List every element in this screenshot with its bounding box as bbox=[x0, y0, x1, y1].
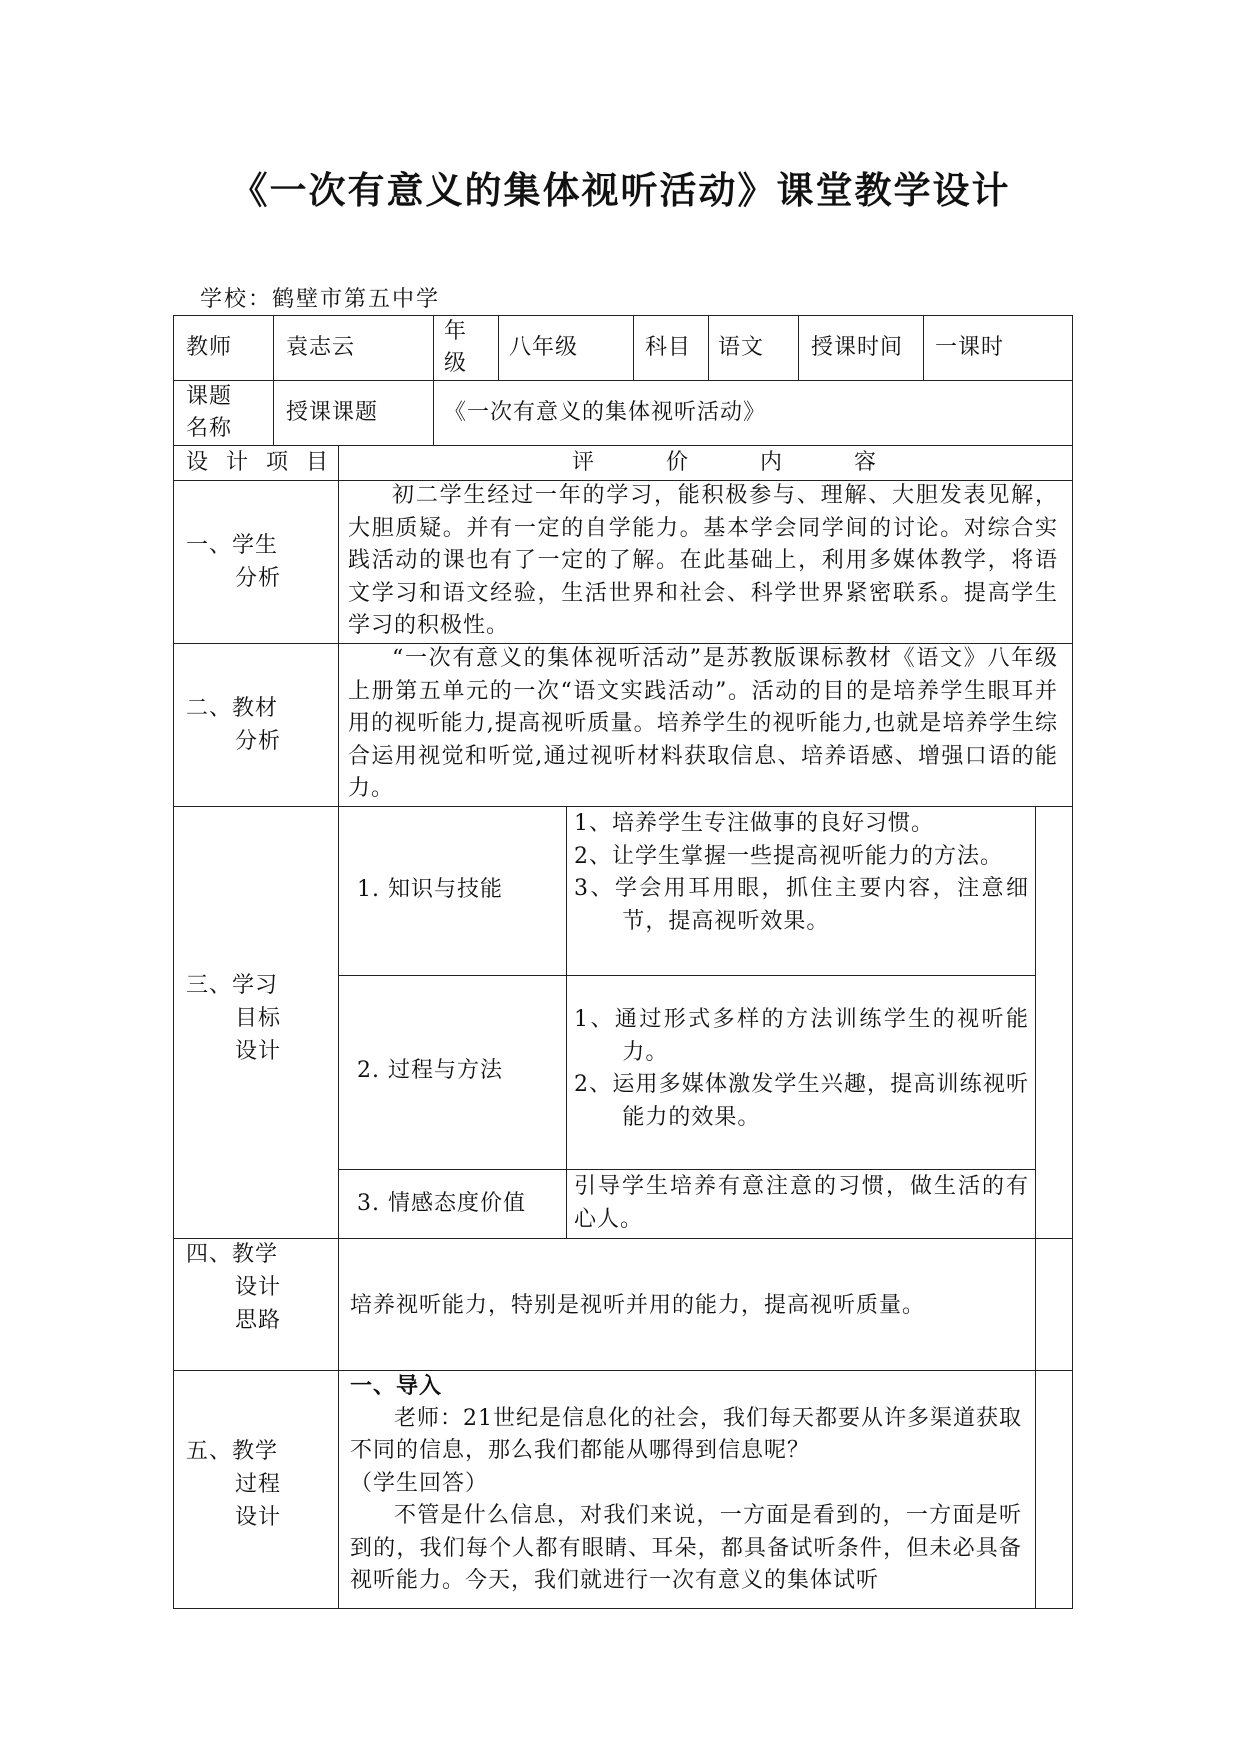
school-line: 学校：鹤壁市第五中学 bbox=[200, 287, 441, 312]
s5-content bbox=[350, 1370, 1022, 1608]
s4-label-1: 四、教学 bbox=[186, 1242, 279, 1267]
s4-text: 培养视听能力，特别是视听并用的能力，提高视听质量。 bbox=[350, 1293, 926, 1318]
topic-value: 《一次有意义的集体视听活动》 bbox=[444, 400, 767, 425]
grade-label-1: 年 bbox=[444, 319, 468, 344]
time-label: 授课时间 bbox=[811, 335, 904, 360]
s5-paragraph: 老师：21世纪是信息化的社会，我们每天都要从许多渠道获取不同的信息，那么我们都能从哪得到信息呢？ bbox=[350, 1405, 1022, 1463]
goal1-list bbox=[574, 808, 1029, 938]
s2-label-2: 分析 bbox=[235, 729, 282, 754]
subject-value: 语文 bbox=[718, 335, 765, 360]
s4-label-3: 思路 bbox=[235, 1308, 282, 1333]
goal2-list bbox=[574, 1004, 1029, 1134]
s5-heading: 一、导入 bbox=[350, 1373, 443, 1399]
goal3-name: 3. 情感态度价值 bbox=[357, 1191, 526, 1216]
goal3-text: 引导学生培养有意注意的习惯，做生活的有心人。 bbox=[574, 1174, 1029, 1232]
list-item: 3、学会用耳用眼，抓住主要内容，注意细节，提高视听效果。 bbox=[574, 876, 1029, 934]
topic-label-1: 课题 bbox=[186, 384, 233, 409]
s1-label-1: 一、学生 bbox=[186, 533, 279, 558]
s2-label-1: 二、教材 bbox=[186, 696, 279, 721]
document-title: 《一次有意义的集体视听活动》课堂教学设计 bbox=[230, 168, 1011, 212]
grade-value: 八年级 bbox=[509, 335, 579, 360]
list-item: 2、让学生掌握一些提高视听能力的方法。 bbox=[574, 843, 1003, 869]
s1-text: 初二学生经过一年的学习，能积极参与、理解、大胆发表见解，大胆质疑。并有一定的自学能力。基本学会同学间的讨论。对综合实践活动的课也有了一定的了解。在此基础上，利用多媒体教学，将语文学习和语文经验，生活世界和社会、科学世界紧密联系。提高学生学习的积极性。 bbox=[348, 483, 1058, 638]
subject-label: 科目 bbox=[645, 335, 692, 360]
s5-label-2: 过程 bbox=[235, 1472, 282, 1497]
teacher-label: 教师 bbox=[186, 335, 233, 360]
s1-label-2: 分析 bbox=[235, 566, 282, 591]
header-content: 评价内容 bbox=[572, 450, 949, 475]
grade-label-2: 级 bbox=[444, 351, 468, 376]
s5-paragraph: （学生回答） bbox=[350, 1470, 489, 1496]
s3-label-2: 目标 bbox=[235, 1006, 282, 1031]
s3-label-3: 设计 bbox=[235, 1039, 282, 1064]
goal2-name: 2. 过程与方法 bbox=[357, 1058, 503, 1083]
list-item: 1、通过形式多样的方法训练学生的视听能力。 bbox=[574, 1007, 1029, 1065]
topic-sub-label: 授课课题 bbox=[286, 400, 379, 425]
s3-label-1: 三、学习 bbox=[186, 973, 279, 998]
s5-label-1: 五、教学 bbox=[186, 1439, 279, 1464]
goal1-name: 1. 知识与技能 bbox=[357, 877, 503, 902]
teacher-name: 袁志云 bbox=[286, 335, 356, 360]
list-item: 2、运用多媒体激发学生兴趣，提高训练视听能力的效果。 bbox=[574, 1072, 1029, 1130]
s4-label-2: 设计 bbox=[235, 1275, 282, 1300]
s5-paragraph: 不管是什么信息，对我们来说，一方面是看到的，一方面是听到的，我们每个人都有眼睛、耳朵，都具备试听条件，但未必具备视听能力。今天，我们就进行一次有意义的集体试听 bbox=[350, 1503, 1022, 1593]
s5-label-3: 设计 bbox=[235, 1505, 282, 1530]
time-value: 一课时 bbox=[935, 335, 1005, 360]
s2-text: “一次有意义的集体视听活动”是苏教版课标教材《语文》八年级上册第五单元的一次“语文实践活动”。活动的目的是培养学生眼耳并用的视听能力,提高视听质量。培养学生的视听能力,也就是培养学生综合运用视觉和听觉,通过视听材料获取信息、培养语感、增强口语的能力。 bbox=[348, 646, 1058, 801]
list-item: 1、培养学生专注做事的良好习惯。 bbox=[574, 811, 934, 836]
header-item: 设计项目 bbox=[186, 450, 347, 475]
topic-label-2: 名称 bbox=[186, 416, 233, 441]
